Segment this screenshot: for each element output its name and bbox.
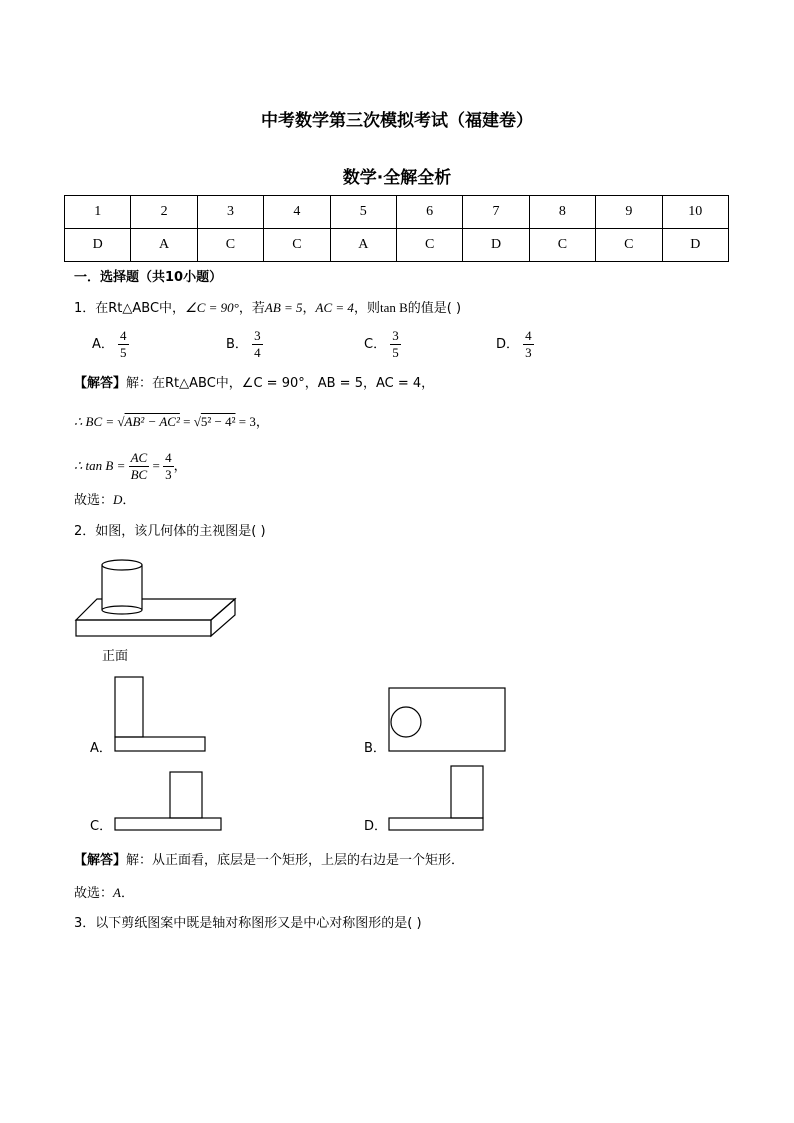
- q1-angle: ∠C = 90°: [185, 300, 239, 315]
- answer-cell: C: [529, 229, 595, 262]
- page-subtitle: 数学·全解全析: [342, 168, 452, 188]
- answer-cell: C: [197, 229, 263, 262]
- sqrt-sign: √: [117, 414, 125, 429]
- solution-lhs: ∴ tan B =: [74, 458, 129, 473]
- q2-solution: [74, 851, 464, 871]
- equals-sign: =: [149, 458, 164, 473]
- q2-option-a-label: A．: [90, 741, 112, 756]
- answer-cell: C: [264, 229, 330, 262]
- q3-stem: 3．以下剪纸图案中既是轴对称图形又是中心对称图形的是( ): [74, 916, 422, 931]
- slab-side-face: [211, 599, 235, 636]
- q1-stem-mid1: ，若: [238, 301, 265, 316]
- solution-lhs: ∴ BC =: [74, 414, 118, 429]
- q1-stem-suffix: 的值是( ): [407, 301, 462, 316]
- q2-figure-caption: 正面: [102, 649, 129, 664]
- choice-prefix: 故选：: [74, 493, 114, 508]
- q2-option-d-label: D．: [364, 819, 388, 834]
- fraction-denominator: 3: [525, 345, 532, 360]
- q1-sep: ，: [302, 301, 316, 316]
- q2-solid-figure: [70, 555, 240, 650]
- option-fraction: [252, 328, 263, 361]
- option-label: D．: [496, 337, 520, 352]
- option-label: B．: [226, 337, 248, 352]
- answer-cell: A: [131, 229, 197, 262]
- option-fraction: [390, 328, 401, 361]
- q2-choice: [74, 883, 134, 904]
- q1-option-a: [92, 328, 129, 361]
- solution-rhs: = 3，: [235, 414, 269, 429]
- choice-letter: A: [113, 885, 121, 900]
- answer-table-answer-row: [65, 229, 729, 262]
- q2-stem: 2．如图，该几何体的主视图是( ): [74, 524, 266, 539]
- fraction-numerator: 3: [392, 328, 399, 343]
- answer-table: [64, 195, 729, 262]
- fraction-numerator: AC: [130, 450, 148, 465]
- question-number-cell: 4: [264, 196, 330, 229]
- q1-solution-line1: [74, 374, 434, 394]
- fraction-numerator: 4: [120, 328, 127, 343]
- q1-solution-line3: [74, 448, 187, 485]
- sqrt-radicand: AB² − AC²: [124, 414, 180, 429]
- page-title: 中考数学第三次模拟考试（福建卷）: [261, 111, 533, 131]
- section-heading: 一．选择题（共10小题）: [74, 270, 223, 285]
- question-number-cell: 3: [197, 196, 263, 229]
- question-number-cell: 2: [131, 196, 197, 229]
- answer-cell: D: [662, 229, 728, 262]
- question-number-cell: 8: [529, 196, 595, 229]
- choice-end: ．: [122, 493, 136, 508]
- question-number-cell: 6: [396, 196, 462, 229]
- q1-stem: [74, 298, 461, 319]
- q2-option-c-figure: [112, 770, 224, 832]
- q1-ab: AB = 5: [264, 300, 303, 315]
- equals-sign: =: [179, 414, 194, 429]
- choice-letter: D: [113, 492, 123, 507]
- fraction-numerator: 3: [254, 328, 261, 343]
- fraction-denominator: 4: [254, 345, 261, 360]
- q2-option-d-figure: [386, 764, 486, 832]
- answer-cell: D: [65, 229, 131, 262]
- sqrt-radicand: 5² − 4²: [200, 414, 236, 429]
- fraction-denominator: BC: [130, 467, 148, 482]
- q1-option-c: [364, 328, 401, 361]
- option-label: C．: [364, 337, 387, 352]
- choice-prefix: 故选：: [74, 886, 114, 901]
- q1-stem-mid2: ，则: [353, 301, 380, 316]
- q2-option-b-label: B．: [364, 741, 386, 756]
- answer-table-number-row: [65, 196, 729, 229]
- q1-ac: AC = 4: [315, 300, 354, 315]
- question-number-cell: 1: [65, 196, 131, 229]
- option-label: A．: [92, 337, 114, 352]
- q2-option-a-figure: [112, 675, 208, 753]
- question-number-cell: 9: [596, 196, 662, 229]
- slab-front-face: [76, 620, 211, 636]
- fraction: [129, 450, 150, 483]
- fraction-numerator: 4: [165, 450, 172, 465]
- choice-end: ．: [120, 886, 134, 901]
- q1-stem-prefix: 1．在Rt△ABC中，: [74, 301, 186, 316]
- q2-option-c-label: C．: [90, 819, 113, 834]
- solution-prefix: 【解答】: [74, 853, 127, 868]
- option-fraction: [118, 328, 129, 361]
- q1-option-d: [496, 328, 534, 361]
- fraction-numerator: 4: [525, 328, 532, 343]
- question-number-cell: 5: [330, 196, 396, 229]
- option-fraction: [523, 328, 534, 361]
- solution-prefix: 【解答】: [74, 376, 127, 391]
- solution-end: ，: [173, 459, 187, 474]
- question-number-cell: 10: [662, 196, 728, 229]
- slab-top-face: [76, 599, 235, 620]
- solution-text: 解：在Rt△ABC中，∠C = 90°，AB = 5，AC = 4，: [126, 376, 435, 391]
- answer-cell: C: [596, 229, 662, 262]
- cylinder-top: [102, 560, 142, 570]
- sqrt-sign: √: [193, 414, 201, 429]
- q1-choice: [74, 490, 135, 511]
- answer-cell: D: [463, 229, 529, 262]
- q1-option-b: [226, 328, 263, 361]
- answer-cell: A: [330, 229, 396, 262]
- cylinder-bottom: [102, 606, 142, 614]
- q1-tan: tan B: [379, 300, 408, 315]
- fraction: [163, 450, 174, 483]
- fraction-denominator: 5: [120, 345, 127, 360]
- solution-text: 解：从正面看，底层是一个矩形，上层的右边是一个矩形．: [126, 853, 465, 868]
- q2-option-b-figure: [386, 686, 508, 754]
- answer-cell: C: [396, 229, 462, 262]
- q1-solution-line2: [74, 412, 269, 433]
- question-number-cell: 7: [463, 196, 529, 229]
- fraction-denominator: 5: [392, 345, 399, 360]
- fraction-denominator: 3: [165, 467, 172, 482]
